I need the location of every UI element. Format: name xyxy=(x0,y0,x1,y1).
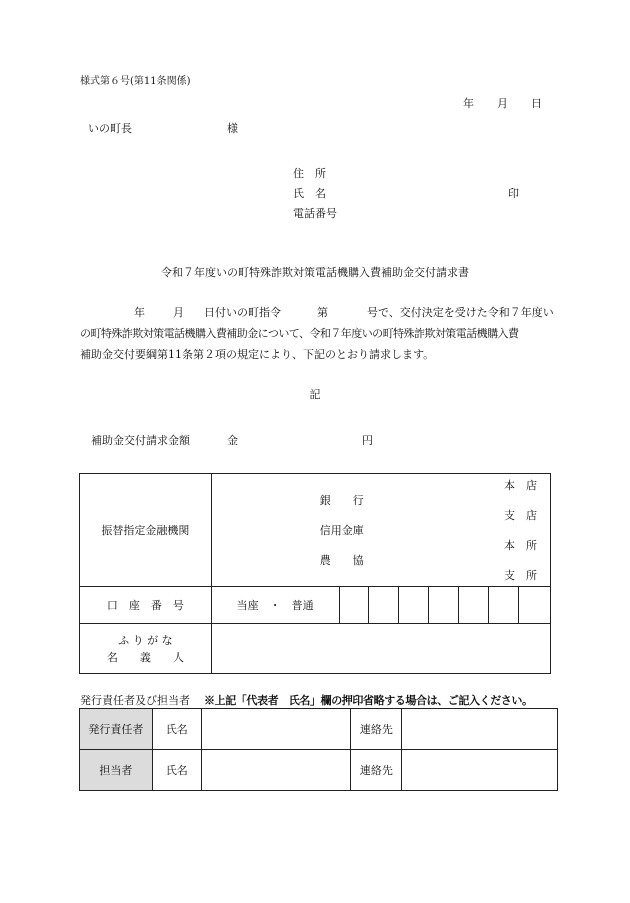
staff-name-label: 氏名 xyxy=(152,750,201,791)
document-title: 令和７年度いの町特殊詐欺対策電話機購入費補助金交付請求書 xyxy=(161,266,469,279)
addressee-honorific: 様 xyxy=(227,122,238,135)
date-year-label: 年 xyxy=(463,97,474,110)
branch-honsho: 本 所 xyxy=(504,539,537,552)
role-issuer: 発行責任者 xyxy=(80,709,153,750)
form-number: 様式第６号(第11条関係) xyxy=(80,76,191,87)
issuer-name-label: 氏名 xyxy=(152,709,201,750)
ki-heading: 記 xyxy=(309,388,321,401)
holder-label-cell xyxy=(80,624,212,674)
responsible-row-2 xyxy=(80,750,558,791)
furigana-label: ふ り が な xyxy=(118,633,173,647)
account-digit-2[interactable] xyxy=(369,587,399,624)
date-month-label: 月 xyxy=(497,97,508,110)
applicant-phone-label: 電話番号 xyxy=(293,207,337,220)
body-month: 月 xyxy=(173,306,184,319)
account-digit-7[interactable] xyxy=(519,587,551,624)
paragraph-line-3: 補助金交付要綱第11条第２項の規定により、下記のとおり請求します。 xyxy=(80,348,435,361)
issuer-contact-label: 連絡先 xyxy=(351,709,402,750)
date-day-label: 日 xyxy=(531,97,542,110)
applicant-address-label: 住 所 xyxy=(293,167,326,180)
body-go-text: 号で、交付決定を受けた令和７年度い xyxy=(367,306,554,319)
amount-yen: 円 xyxy=(362,434,373,447)
staff-contact-label: 連絡先 xyxy=(351,750,402,791)
responsible-table xyxy=(79,708,558,791)
account-digit-1[interactable] xyxy=(339,587,369,624)
paragraph-line-1 xyxy=(80,302,558,323)
holder-row xyxy=(80,624,551,674)
addressee-name: いの町長 xyxy=(88,122,132,135)
account-digit-4[interactable] xyxy=(429,587,459,624)
amount-label: 補助金交付請求金額 xyxy=(91,434,190,447)
branch-shiten: 支 店 xyxy=(504,509,537,522)
staff-name-field[interactable] xyxy=(201,750,351,791)
responsible-heading: 発行責任者及び担当者 xyxy=(80,694,190,707)
account-digit-6[interactable] xyxy=(489,587,519,624)
issuer-name-field[interactable] xyxy=(201,709,351,750)
body-dai: 第 xyxy=(317,306,328,319)
account-digit-5[interactable] xyxy=(459,587,489,624)
bank-row xyxy=(80,474,551,587)
account-number-label: 口 座 番 号 xyxy=(80,587,212,624)
type-nokyo: 農 協 xyxy=(319,554,364,567)
branch-shisho: 支 所 xyxy=(504,569,537,582)
amount-kin: 金 xyxy=(227,434,238,447)
type-shinkin: 信用金庫 xyxy=(319,524,364,537)
type-bank: 銀 行 xyxy=(319,494,364,507)
seal-mark: 印 xyxy=(508,187,519,200)
role-staff: 担当者 xyxy=(80,750,153,791)
applicant-name-label: 氏 名 xyxy=(293,187,326,200)
holder-name-cell[interactable] xyxy=(211,624,550,674)
responsible-row-1 xyxy=(80,709,558,750)
body-year: 年 xyxy=(134,306,145,319)
bank-table xyxy=(79,473,551,674)
responsible-note: ※上記「代表者 氏名」欄の押印省略する場合は、ご記入ください。 xyxy=(204,694,533,707)
institution-label: 振替指定金融機関 xyxy=(80,474,212,587)
request-paragraph xyxy=(80,302,558,365)
staff-contact-field[interactable] xyxy=(402,750,558,791)
paragraph-line-2: の町特殊詐欺対策電話機購入費補助金について、令和７年度いの町特殊詐欺対策電話機購入費 xyxy=(80,327,519,340)
branch-honten: 本 店 xyxy=(504,479,537,492)
body-date-label: 日付いの町指令 xyxy=(204,306,281,319)
account-type[interactable]: 当座 ・ 普通 xyxy=(211,587,339,624)
account-digit-3[interactable] xyxy=(399,587,429,624)
account-row xyxy=(80,587,551,624)
holder-label: 名 義 人 xyxy=(106,650,184,664)
issuer-contact-field[interactable] xyxy=(402,709,558,750)
institution-cell[interactable] xyxy=(211,474,550,587)
